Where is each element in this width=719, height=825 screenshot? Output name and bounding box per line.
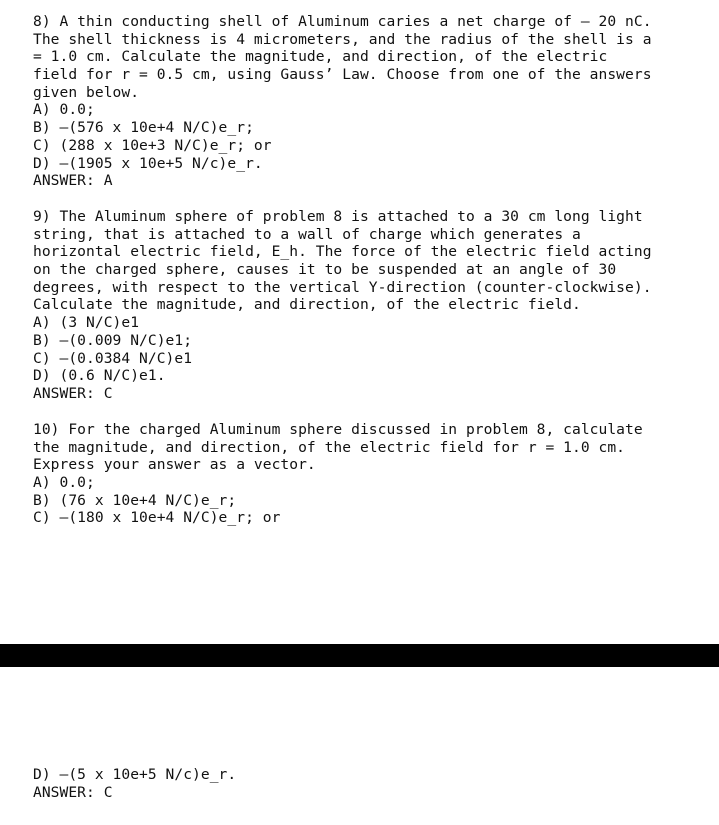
problem-10-text-line: Express your answer as a vector. <box>33 456 316 474</box>
problem-9-option-a: A) (3 N/C)e1 <box>33 314 140 332</box>
problem-9-text-line: horizontal electric field, E_h. The force of the electric field acting <box>33 243 652 261</box>
page-break-bar <box>0 644 719 667</box>
problem-10-option-a: A) 0.0; <box>33 474 95 492</box>
problem-8-text-line: field for r = 0.5 cm, using Gauss’ Law. Choose from one of the answers <box>33 66 652 84</box>
problem-10-option-d: D) –(5 x 10e+5 N/c)e_r. <box>33 766 237 783</box>
problem-9-option-b: B) –(0.009 N/C)e1; <box>33 331 193 349</box>
problem-8 <box>33 13 711 190</box>
problem-8-answer: ANSWER: A <box>33 172 113 190</box>
problem-8-text-line: = 1.0 cm. Calculate the magnitude, and direction, of the electric <box>33 48 608 66</box>
problem-10-answer: ANSWER: C <box>33 783 113 801</box>
problem-9-text-line: degrees, with respect to the vertical Y-direction (counter-clockwise). <box>33 278 652 296</box>
problem-10 <box>33 421 711 527</box>
problem-9-text-line: string, that is attached to a wall of charge which generates a <box>33 225 581 243</box>
problem-8-option-b: B) –(576 x 10e+4 N/C)e_r; <box>33 119 254 137</box>
problem-10-option-b: B) (76 x 10e+4 N/C)e_r; <box>33 491 237 509</box>
problem-9-option-d: D) (0.6 N/C)e1. <box>33 367 166 385</box>
problem-8-option-a: A) 0.0; <box>33 101 95 119</box>
problem-10-continued <box>33 766 711 801</box>
problem-10-text-line: 10) For the charged Aluminum sphere discussed in problem 8, calculate <box>33 421 643 438</box>
problem-9 <box>33 208 711 403</box>
problem-8-text-line: given below. <box>33 83 140 101</box>
problem-8-text-line: The shell thickness is 4 micrometers, and the radius of the shell is a <box>33 30 652 48</box>
problem-9-text-line: 9) The Aluminum sphere of problem 8 is attached to a 30 cm long light <box>33 208 643 225</box>
problem-8-option-d: D) –(1905 x 10e+5 N/c)e_r. <box>33 154 263 172</box>
problem-10-option-c: C) –(180 x 10e+4 N/C)e_r; or <box>33 509 281 527</box>
problem-9-option-c: C) –(0.0384 N/C)e1 <box>33 349 193 367</box>
problem-8-text-line: 8) A thin conducting shell of Aluminum caries a net charge of – 20 nC. <box>33 13 652 30</box>
problem-10-text-line: the magnitude, and direction, of the electric field for r = 1.0 cm. <box>33 438 626 456</box>
problem-9-answer: ANSWER: C <box>33 384 113 402</box>
problem-9-text-line: on the charged sphere, causes it to be suspended at an angle of 30 <box>33 261 617 279</box>
problem-9-text-line: Calculate the magnitude, and direction, of the electric field. <box>33 296 581 314</box>
problem-8-option-c: C) (288 x 10e+3 N/C)e_r; or <box>33 136 272 154</box>
